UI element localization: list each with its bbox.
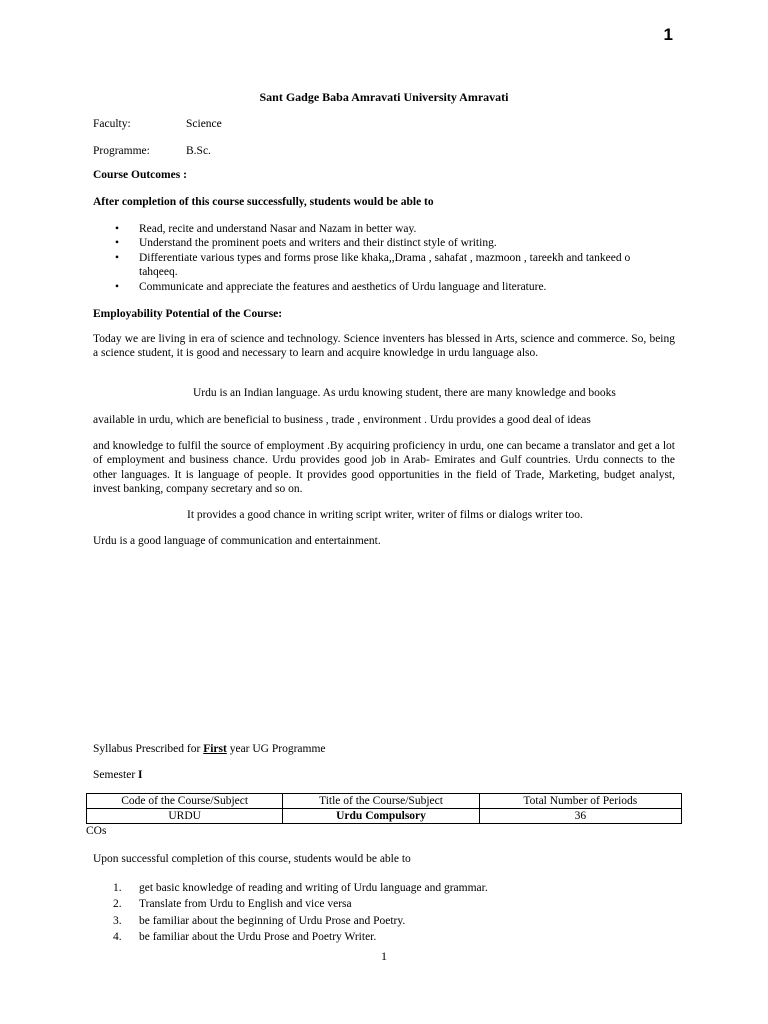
list-text: Translate from Urdu to English and vice versa: [139, 898, 352, 911]
faculty-label: Faculty:: [93, 118, 131, 130]
list-text: get basic knowledge of reading and writing of Urdu language and grammar.: [139, 882, 488, 894]
list-item: • Differentiate various types and forms prose like khaka,,Drama , sahafat , mazmoon , tareekh and tankeed o tahqeeq.: [93, 251, 653, 280]
table-row: [87, 809, 682, 824]
course-outcomes-heading: Course Outcomes :: [93, 169, 187, 181]
paragraph-text: Today we are living in era of science and technology. Science inventers has blessed in Arts, science and commerce. So, being a science student, it is good and necessary to learn and acquire knowledge in urdu language also.: [93, 333, 675, 360]
table-header-row: [87, 794, 682, 809]
paragraph-indian-language: Urdu is an Indian language. As urdu knowing student, there are many knowledge and books: [193, 387, 616, 399]
cos-label: COs: [86, 825, 107, 837]
page-number-top: 1: [663, 25, 673, 44]
faculty-value: Science: [186, 118, 222, 130]
semester-line: [93, 768, 675, 782]
programme-value: B.Sc.: [186, 145, 211, 157]
list-item: [93, 897, 675, 911]
paragraph-script-writer: It provides a good chance in writing script writer, writer of films or dialogs writer too.: [187, 509, 583, 521]
paragraph-text: and knowledge to fulfil the source of employment .By acquiring proficiency in urdu, one can became a translator and get a lot of employment and business chance. Urdu provides good job in Arab- Emirates and Gulf countries. Urdu connects to the other languages. It is language of people. It provides good opportunities in the field of Trade, Marketing, budget analyst, invest banking, company secretary and so on.: [93, 440, 675, 496]
page-number-footer: 1: [381, 949, 387, 963]
course-table: [86, 793, 682, 824]
paragraph-science: [93, 332, 675, 361]
cos-list: [93, 881, 675, 947]
table-header-cell: Title of the Course/Subject: [283, 794, 479, 809]
after-completion-text: After completion of this course successfully, students would be able to: [93, 196, 434, 208]
syllabus-suffix: year UG Programme: [226, 743, 326, 755]
table-cell: URDU: [87, 809, 283, 824]
paragraph-available: available in urdu, which are beneficial to business , trade , environment . Urdu provides a good deal of ideas: [93, 414, 591, 426]
paragraph-entertainment: Urdu is a good language of communication and entertainment.: [93, 535, 381, 547]
semester-label: Semester: [93, 769, 139, 781]
list-item: • Read, recite and understand Nasar and Nazam in better way.: [93, 222, 653, 236]
employability-heading: Employability Potential of the Course:: [93, 308, 283, 320]
list-number: 2.: [113, 898, 122, 911]
syllabus-emphasis: First: [203, 743, 227, 755]
semester-value: I: [138, 769, 143, 781]
list-item: • Communicate and appreciate the features and aesthetics of Urdu language and literature.: [93, 280, 653, 294]
list-item: [93, 881, 675, 895]
list-number: 1.: [113, 882, 122, 894]
upon-completion-text: Upon successful completion of this course, students would be able to: [93, 853, 411, 865]
syllabus-line: [93, 742, 675, 756]
table-cell: Urdu Compulsory: [283, 809, 479, 824]
table-header-cell: Code of the Course/Subject: [87, 794, 283, 809]
university-title: Sant Gadge Baba Amravati University Amravati: [259, 90, 509, 104]
list-number: 3.: [113, 914, 122, 927]
list-text: be familiar about the beginning of Urdu Prose and Poetry.: [139, 914, 406, 927]
list-text: be familiar about the Urdu Prose and Poetry Writer.: [139, 931, 377, 944]
syllabus-prefix: Syllabus Prescribed for: [93, 743, 204, 755]
outcomes-list: [93, 222, 653, 294]
list-number: 4.: [113, 931, 122, 944]
list-item: • Understand the prominent poets and writers and their distinct style of writing.: [93, 236, 653, 250]
list-item: [93, 930, 675, 944]
table-header-cell: Total Number of Periods: [479, 794, 681, 809]
programme-label: Programme:: [93, 145, 150, 157]
list-item: [93, 914, 675, 928]
table-cell: 36: [479, 809, 681, 824]
paragraph-employment: [93, 439, 675, 497]
